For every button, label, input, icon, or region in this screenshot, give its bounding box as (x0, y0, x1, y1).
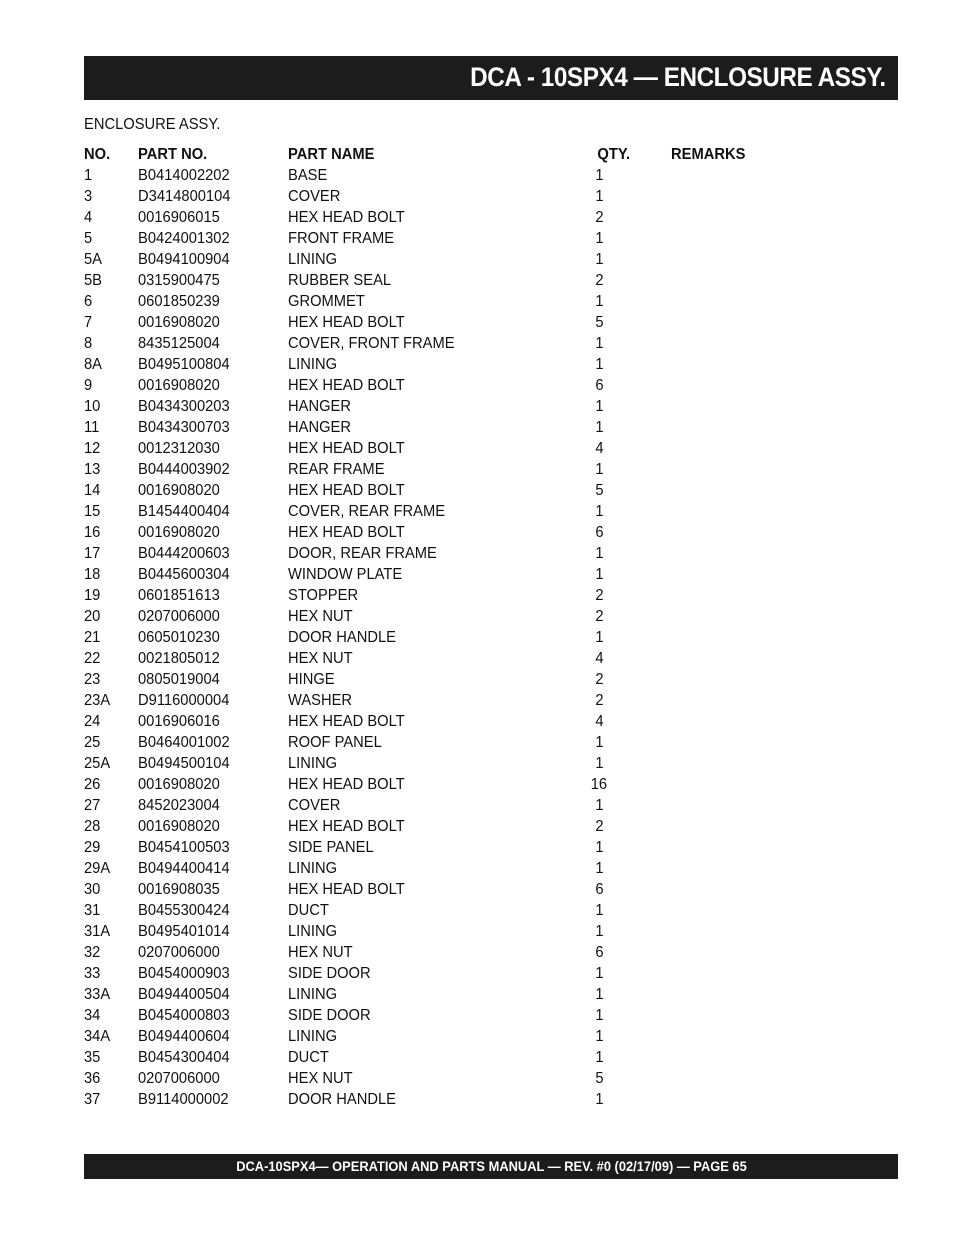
table-row (84, 333, 784, 354)
parts-table (84, 144, 784, 1110)
table-row (84, 774, 784, 795)
cell-part-name: HEX HEAD BOLT (288, 776, 405, 793)
table-row (84, 921, 784, 942)
cell-remarks (668, 1089, 784, 1110)
cell-no: 33A (84, 986, 111, 1003)
cell-no: 28 (84, 818, 101, 835)
cell-remarks (668, 921, 784, 942)
table-row (84, 984, 784, 1005)
table-row (84, 627, 784, 648)
cell-remarks (668, 249, 784, 270)
cell-part-no: 0605010230 (138, 629, 220, 646)
cell-no: 18 (84, 566, 101, 583)
cell-no: 32 (84, 944, 101, 961)
cell-part-no: 0016908020 (138, 482, 220, 499)
cell-no: 29 (84, 839, 101, 856)
cell-qty: 6 (594, 377, 604, 394)
cell-qty: 2 (594, 818, 604, 835)
table-row (84, 858, 784, 879)
cell-no: 17 (84, 545, 101, 562)
cell-no: 13 (84, 461, 101, 478)
cell-part-no: D3414800104 (138, 188, 231, 205)
cell-part-no: B0454000903 (138, 965, 230, 982)
cell-part-no: B1454400404 (138, 503, 230, 520)
cell-no: 27 (84, 797, 101, 814)
cell-no: 34A (84, 1028, 111, 1045)
cell-part-name: WASHER (288, 692, 353, 709)
cell-remarks (668, 585, 784, 606)
cell-remarks (668, 690, 784, 711)
cell-qty: 1 (594, 965, 604, 982)
cell-no: 33 (84, 965, 101, 982)
column-header-remarks: REMARKS (671, 146, 746, 163)
cell-remarks (668, 606, 784, 627)
cell-qty: 1 (594, 839, 604, 856)
footer-bar (84, 1154, 898, 1179)
cell-remarks (668, 858, 784, 879)
cell-part-name: HEX HEAD BOLT (288, 713, 405, 730)
cell-qty: 4 (594, 650, 604, 667)
cell-part-no: 8452023004 (138, 797, 220, 814)
table-row (84, 417, 784, 438)
cell-part-no: B0444200603 (138, 545, 230, 562)
cell-remarks (668, 900, 784, 921)
cell-qty: 1 (594, 923, 604, 940)
cell-part-name: LINING (288, 860, 338, 877)
cell-part-name: HEX HEAD BOLT (288, 209, 405, 226)
cell-part-name: DOOR HANDLE (288, 629, 396, 646)
cell-remarks (668, 753, 784, 774)
cell-remarks (668, 942, 784, 963)
cell-part-no: 0016908020 (138, 377, 220, 394)
table-row (84, 249, 784, 270)
cell-qty: 16 (590, 776, 608, 793)
cell-no: 10 (84, 398, 101, 415)
cell-no: 4 (84, 209, 93, 226)
cell-no: 36 (84, 1070, 101, 1087)
cell-part-name: HEX HEAD BOLT (288, 881, 405, 898)
table-row (84, 396, 784, 417)
cell-remarks (668, 1047, 784, 1068)
cell-qty: 1 (594, 902, 604, 919)
cell-no: 21 (84, 629, 101, 646)
cell-part-no: 0021805012 (138, 650, 220, 667)
table-row (84, 228, 784, 249)
cell-qty: 1 (594, 629, 604, 646)
cell-remarks (668, 564, 784, 585)
cell-remarks (668, 816, 784, 837)
cell-part-name: GROMMET (288, 293, 365, 310)
cell-qty: 1 (594, 1049, 604, 1066)
cell-remarks (668, 984, 784, 1005)
cell-remarks (668, 438, 784, 459)
cell-qty: 1 (594, 251, 604, 268)
table-row (84, 648, 784, 669)
table-row (84, 186, 784, 207)
cell-part-name: COVER (288, 188, 341, 205)
cell-part-name: DUCT (288, 1049, 329, 1066)
cell-no: 25A (84, 755, 111, 772)
cell-no: 26 (84, 776, 101, 793)
cell-part-no: 0207006000 (138, 944, 220, 961)
table-row (84, 669, 784, 690)
cell-qty: 1 (594, 566, 604, 583)
cell-remarks (668, 627, 784, 648)
cell-part-no: B0455300424 (138, 902, 230, 919)
cell-no: 37 (84, 1091, 101, 1108)
cell-part-no: B0494100904 (138, 251, 230, 268)
table-row (84, 1068, 784, 1089)
cell-no: 8 (84, 335, 93, 352)
table-row (84, 312, 784, 333)
cell-qty: 4 (594, 713, 604, 730)
cell-qty: 5 (594, 314, 604, 331)
cell-part-no: 0207006000 (138, 608, 220, 625)
table-row (84, 606, 784, 627)
cell-no: 20 (84, 608, 101, 625)
cell-remarks (668, 228, 784, 249)
cell-qty: 1 (594, 167, 604, 184)
cell-part-name: DUCT (288, 902, 329, 919)
cell-qty: 6 (594, 944, 604, 961)
cell-no: 22 (84, 650, 101, 667)
cell-part-no: 0601851613 (138, 587, 220, 604)
table-row (84, 564, 784, 585)
cell-qty: 6 (594, 881, 604, 898)
cell-qty: 1 (594, 797, 604, 814)
cell-part-name: HEX HEAD BOLT (288, 482, 405, 499)
cell-part-name: HANGER (288, 419, 351, 436)
cell-remarks (668, 480, 784, 501)
cell-part-name: HEX NUT (288, 608, 353, 625)
cell-part-no: B0454100503 (138, 839, 230, 856)
cell-part-name: HINGE (288, 671, 335, 688)
cell-part-no: 0016906015 (138, 209, 220, 226)
cell-part-name: ROOF PANEL (288, 734, 382, 751)
cell-part-name: LINING (288, 251, 338, 268)
cell-qty: 1 (594, 398, 604, 415)
table-row (84, 459, 784, 480)
table-row (84, 732, 784, 753)
table-row (84, 1047, 784, 1068)
cell-no: 31A (84, 923, 111, 940)
cell-part-name: SIDE PANEL (288, 839, 374, 856)
cell-qty: 1 (594, 545, 604, 562)
cell-no: 6 (84, 293, 93, 310)
table-row (84, 480, 784, 501)
table-row (84, 522, 784, 543)
cell-part-name: DOOR, REAR FRAME (288, 545, 437, 562)
cell-part-name: LINING (288, 986, 338, 1003)
cell-part-no: 8435125004 (138, 335, 220, 352)
section-label: ENCLOSURE ASSY. (84, 116, 221, 133)
cell-remarks (668, 837, 784, 858)
cell-part-name: REAR FRAME (288, 461, 385, 478)
cell-qty: 1 (594, 503, 604, 520)
cell-part-name: STOPPER (288, 587, 359, 604)
cell-part-name: COVER, REAR FRAME (288, 503, 446, 520)
footer-text: DCA-10SPX4— OPERATION AND PARTS MANUAL — REV. #0 (02/17/09) — PAGE 65 (235, 1158, 747, 1174)
cell-remarks (668, 207, 784, 228)
page-title: DCA - 10SPX4 — ENCLOSURE ASSY. (470, 62, 886, 92)
cell-no: 14 (84, 482, 101, 499)
cell-qty: 2 (594, 587, 604, 604)
cell-part-no: 0207006000 (138, 1070, 220, 1087)
cell-part-name: HEX HEAD BOLT (288, 524, 405, 541)
column-header-part-name: PART NAME (288, 146, 375, 163)
cell-qty: 2 (594, 608, 604, 625)
cell-part-no: 0016906016 (138, 713, 220, 730)
cell-part-no: B0494500104 (138, 755, 230, 772)
cell-part-no: B0444003902 (138, 461, 230, 478)
cell-part-no: B0494400604 (138, 1028, 230, 1045)
cell-qty: 1 (594, 356, 604, 373)
cell-part-name: LINING (288, 1028, 338, 1045)
table-row (84, 816, 784, 837)
cell-qty: 1 (594, 188, 604, 205)
cell-part-no: B0414002202 (138, 167, 230, 184)
cell-no: 19 (84, 587, 101, 604)
cell-part-no: D9116000004 (138, 692, 230, 709)
cell-remarks (668, 375, 784, 396)
cell-no: 23 (84, 671, 101, 688)
table-row (84, 690, 784, 711)
cell-part-no: B0464001002 (138, 734, 230, 751)
cell-qty: 1 (594, 1091, 604, 1108)
cell-remarks (668, 711, 784, 732)
cell-part-no: B0454300404 (138, 1049, 230, 1066)
cell-part-no: B9114000002 (138, 1091, 229, 1108)
cell-no: 1 (84, 167, 93, 184)
cell-part-name: FRONT FRAME (288, 230, 395, 247)
cell-remarks (668, 732, 784, 753)
cell-qty: 1 (594, 335, 604, 352)
cell-no: 24 (84, 713, 101, 730)
cell-part-no: B0434300203 (138, 398, 230, 415)
cell-part-no: B0454000803 (138, 1007, 230, 1024)
cell-part-no: 0016908020 (138, 776, 220, 793)
table-row (84, 354, 784, 375)
cell-no: 25 (84, 734, 101, 751)
cell-no: 15 (84, 503, 101, 520)
cell-no: 7 (84, 314, 93, 331)
cell-remarks (668, 795, 784, 816)
cell-part-name: DOOR HANDLE (288, 1091, 396, 1108)
cell-remarks (668, 333, 784, 354)
cell-qty: 1 (594, 230, 604, 247)
cell-qty: 6 (594, 524, 604, 541)
cell-remarks (668, 354, 784, 375)
cell-no: 29A (84, 860, 111, 877)
cell-no: 5A (84, 251, 103, 268)
table-row (84, 1005, 784, 1026)
column-header-part-no: PART NO. (138, 146, 208, 163)
cell-no: 11 (84, 419, 100, 436)
table-row (84, 375, 784, 396)
cell-qty: 2 (594, 671, 604, 688)
cell-remarks (668, 522, 784, 543)
cell-remarks (668, 1026, 784, 1047)
cell-part-name: HEX HEAD BOLT (288, 818, 405, 835)
cell-no: 9 (84, 377, 93, 394)
cell-no: 31 (84, 902, 101, 919)
cell-qty: 1 (594, 419, 604, 436)
cell-part-name: LINING (288, 755, 338, 772)
cell-remarks (668, 417, 784, 438)
cell-remarks (668, 669, 784, 690)
cell-qty: 1 (594, 734, 604, 751)
cell-no: 34 (84, 1007, 101, 1024)
title-bar (84, 56, 898, 100)
cell-part-name: HEX NUT (288, 650, 353, 667)
cell-part-name: COVER, FRONT FRAME (288, 335, 455, 352)
cell-part-name: RUBBER SEAL (288, 272, 392, 289)
cell-qty: 1 (594, 986, 604, 1003)
cell-part-no: 0012312030 (138, 440, 220, 457)
cell-remarks (668, 648, 784, 669)
cell-part-no: 0016908020 (138, 314, 220, 331)
cell-no: 3 (84, 188, 93, 205)
cell-part-no: B0424001302 (138, 230, 230, 247)
cell-no: 5 (84, 230, 93, 247)
cell-no: 16 (84, 524, 101, 541)
cell-remarks (668, 291, 784, 312)
table-row (84, 543, 784, 564)
table-row (84, 165, 784, 186)
cell-part-no: B0494400504 (138, 986, 230, 1003)
table-row (84, 291, 784, 312)
cell-part-name: COVER (288, 797, 341, 814)
cell-part-no: B0445600304 (138, 566, 230, 583)
cell-no: 12 (84, 440, 101, 457)
table-row (84, 900, 784, 921)
table-row (84, 711, 784, 732)
cell-part-name: HEX NUT (288, 1070, 353, 1087)
cell-no: 35 (84, 1049, 101, 1066)
table-row (84, 795, 784, 816)
cell-qty: 5 (594, 482, 604, 499)
cell-qty: 2 (594, 692, 604, 709)
cell-part-name: SIDE DOOR (288, 965, 371, 982)
table-row (84, 753, 784, 774)
cell-part-no: 0016908020 (138, 818, 220, 835)
cell-qty: 2 (594, 272, 604, 289)
cell-part-no: 0805019004 (138, 671, 220, 688)
table-row (84, 207, 784, 228)
cell-qty: 1 (594, 860, 604, 877)
cell-no: 5B (84, 272, 103, 289)
cell-part-name: BASE (288, 167, 328, 184)
cell-qty: 4 (594, 440, 604, 457)
cell-qty: 1 (594, 1007, 604, 1024)
cell-part-name: LINING (288, 923, 338, 940)
cell-remarks (668, 543, 784, 564)
cell-remarks (668, 1005, 784, 1026)
cell-remarks (668, 459, 784, 480)
cell-part-no: B0495401014 (138, 923, 230, 940)
cell-qty: 5 (594, 1070, 604, 1087)
table-header-row (84, 144, 784, 165)
cell-qty: 1 (594, 1028, 604, 1045)
table-row (84, 837, 784, 858)
cell-remarks (668, 270, 784, 291)
column-header-no: NO. (84, 146, 111, 163)
cell-no: 23A (84, 692, 111, 709)
cell-part-name: LINING (288, 356, 338, 373)
cell-part-no: B0495100804 (138, 356, 230, 373)
cell-qty: 1 (594, 461, 604, 478)
table-row (84, 1026, 784, 1047)
cell-part-name: HANGER (288, 398, 351, 415)
cell-part-no: 0016908035 (138, 881, 220, 898)
cell-part-name: HEX HEAD BOLT (288, 377, 405, 394)
cell-part-name: WINDOW PLATE (288, 566, 403, 583)
cell-no: 30 (84, 881, 101, 898)
table-row (84, 438, 784, 459)
cell-remarks (668, 396, 784, 417)
cell-part-no: 0601850239 (138, 293, 220, 310)
cell-remarks (668, 1068, 784, 1089)
cell-part-name: HEX HEAD BOLT (288, 314, 405, 331)
cell-part-no: 0016908020 (138, 524, 220, 541)
cell-qty: 1 (594, 755, 604, 772)
cell-remarks (668, 774, 784, 795)
cell-qty: 2 (594, 209, 604, 226)
table-row (84, 270, 784, 291)
cell-remarks (668, 165, 784, 186)
cell-part-name: HEX HEAD BOLT (288, 440, 405, 457)
cell-part-no: B0434300703 (138, 419, 230, 436)
table-row (84, 1089, 784, 1110)
cell-remarks (668, 186, 784, 207)
cell-part-name: HEX NUT (288, 944, 353, 961)
table-row (84, 501, 784, 522)
cell-part-name: SIDE DOOR (288, 1007, 371, 1024)
table-row (84, 879, 784, 900)
table-row (84, 585, 784, 606)
column-header-qty: QTY. (597, 146, 631, 163)
table-row (84, 963, 784, 984)
cell-part-no: 0315900475 (138, 272, 220, 289)
cell-remarks (668, 963, 784, 984)
cell-remarks (668, 879, 784, 900)
cell-part-no: B0494400414 (138, 860, 230, 877)
parts-table-body (84, 165, 784, 1110)
cell-remarks (668, 312, 784, 333)
cell-remarks (668, 501, 784, 522)
cell-no: 8A (84, 356, 103, 373)
cell-qty: 1 (594, 293, 604, 310)
table-row (84, 942, 784, 963)
